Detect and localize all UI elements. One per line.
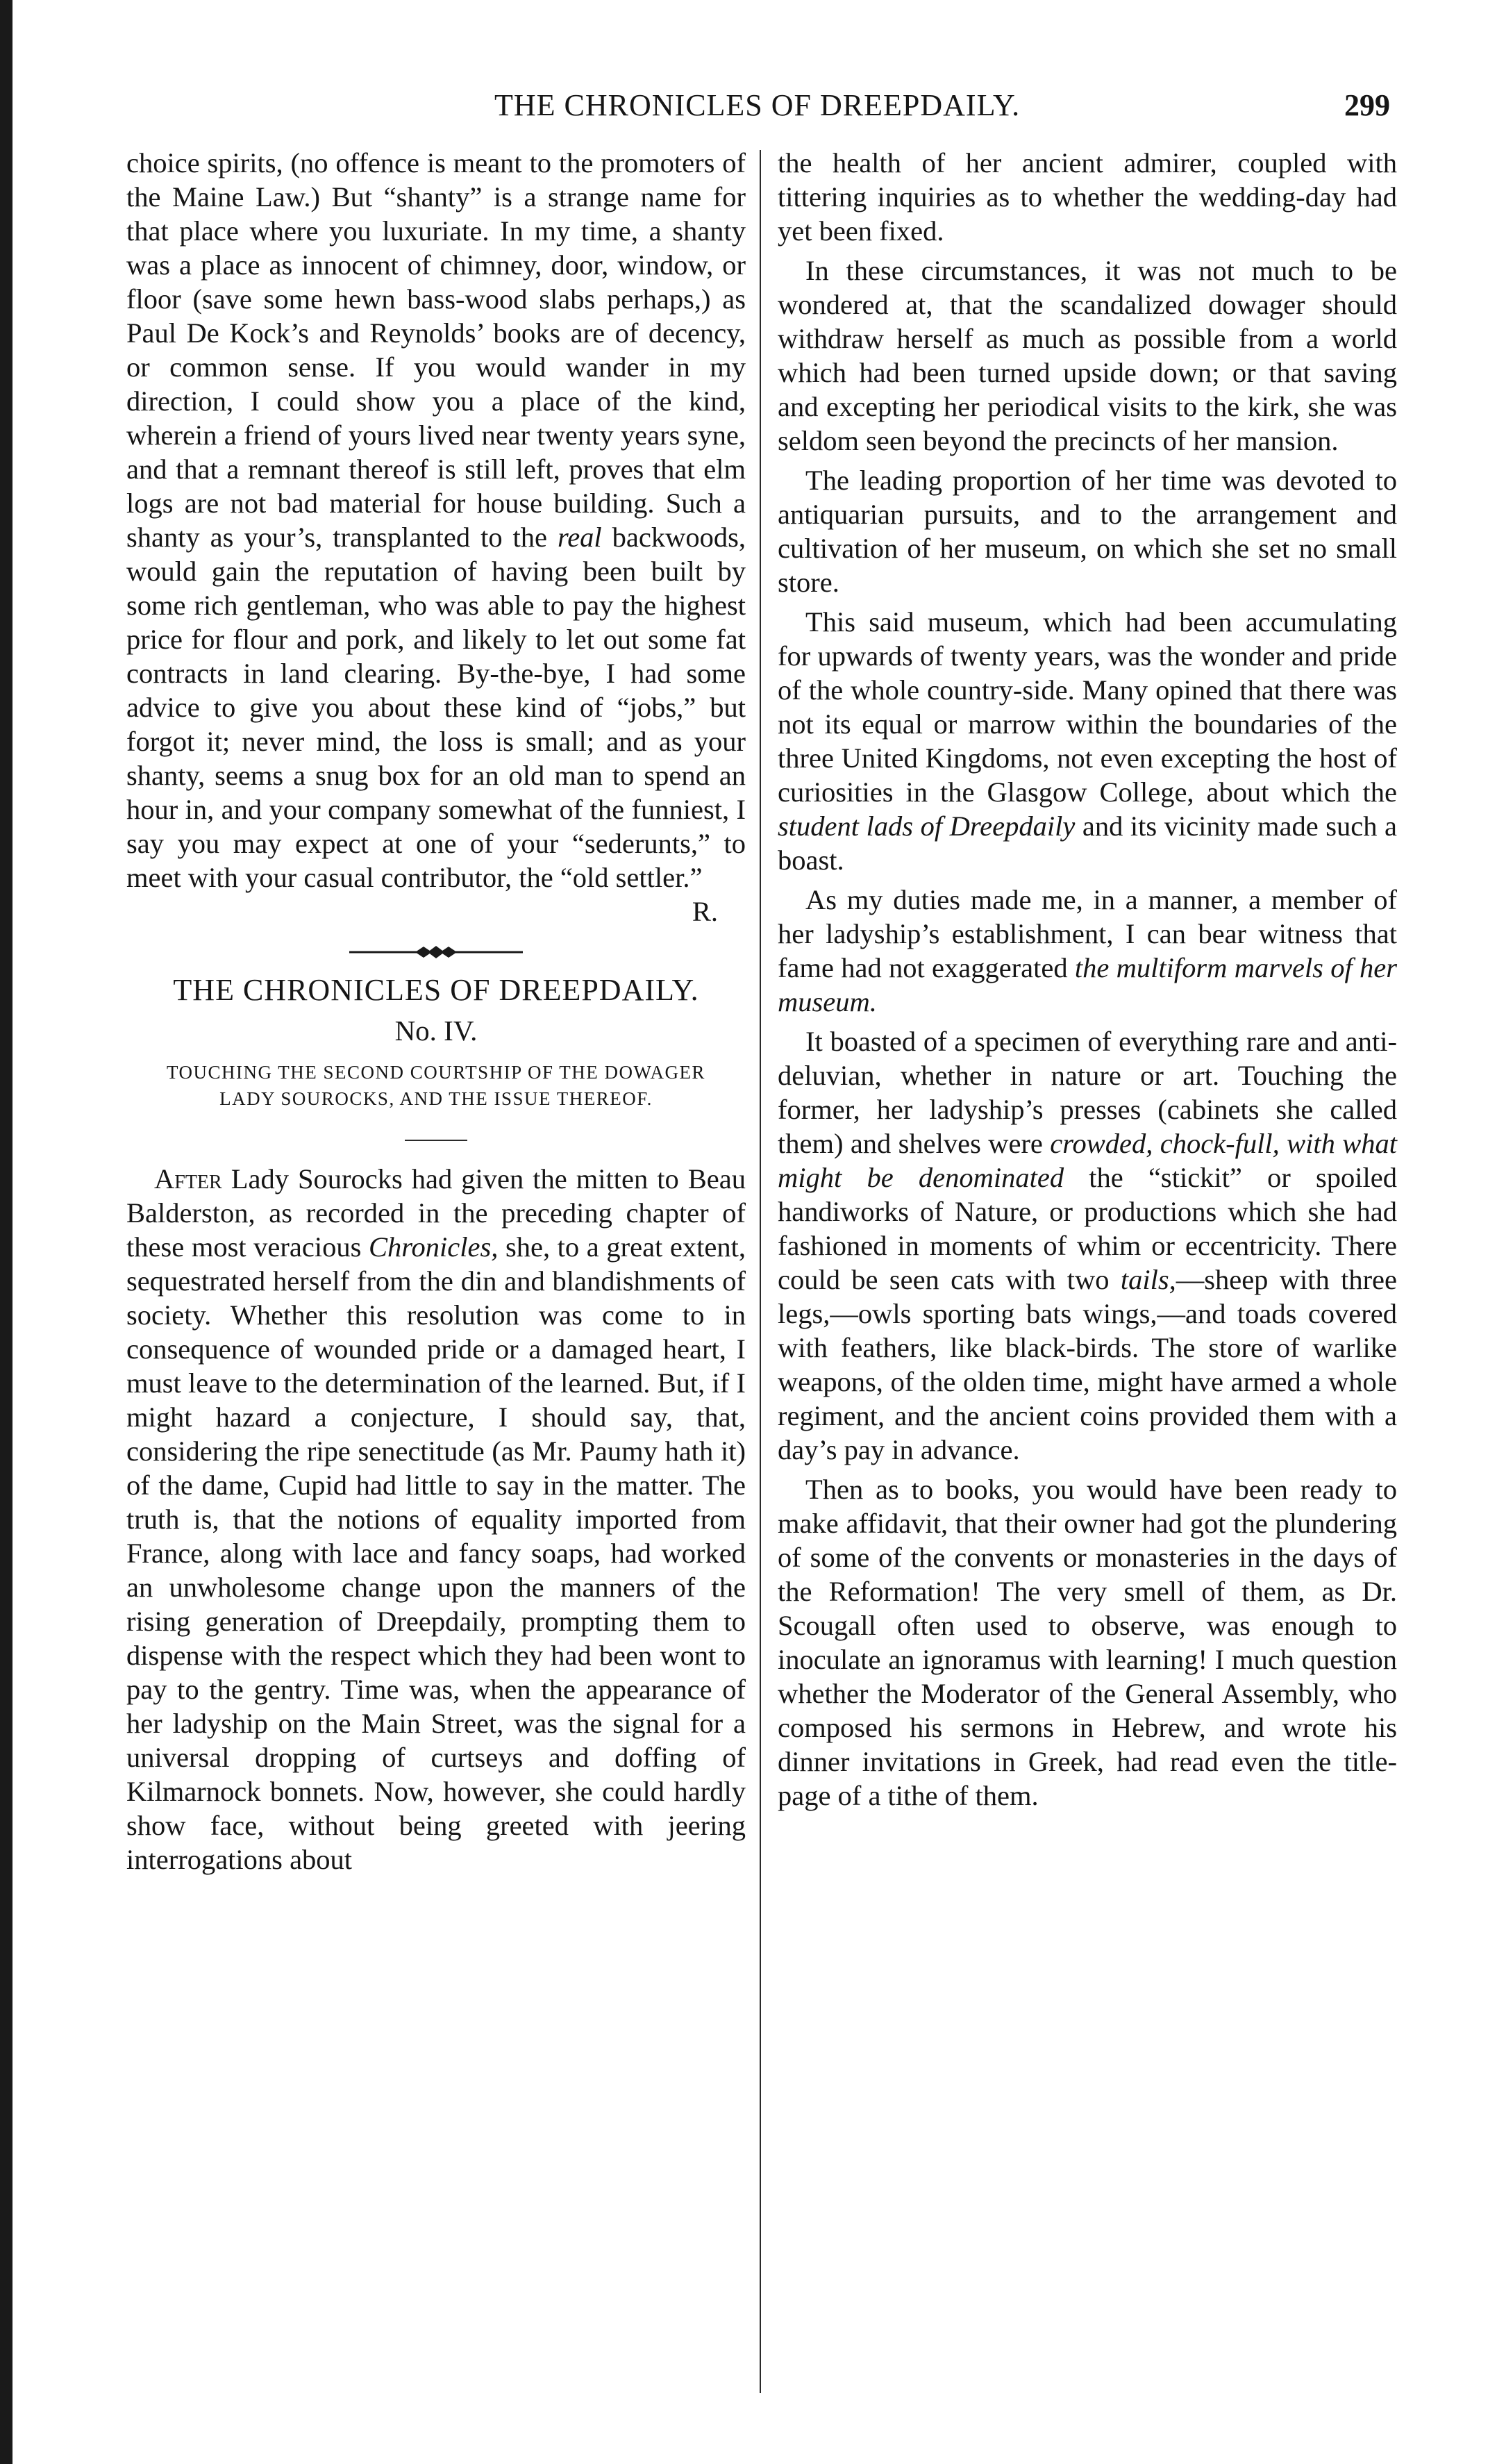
running-title: THE CHRONICLES OF DREEPDAILY. (494, 88, 1021, 122)
paragraph: Then as to books, you would have been ready to make affidavit, that their owner had got the plundering of some of the convents or monasteries in the days of the Reformation! The very smell of them, as Dr. Scougall often used to observe, was enough to inoculate an ignoramus with learning! I much question whether the Moderator of the General Assembly, who composed his sermons in Hebrew, and wrote his dinner invitations in Greek, had read even the title-page of a tithe of them. (778, 1474, 1397, 1811)
binding-edge (0, 0, 12, 2464)
paragraph: It boasted of a specimen of everything rare and anti-deluvian, whether in nature or art. Touching the former, her ladyship’s presses (cabinets she called them) and shelves were crowded, chock-full, with what might be denominated the “stickit” or spoiled handiworks of Nature, or productions which she had fashioned in moments of whim or eccentricity. There could be seen cats with two tails,—sheep with three legs,—owls sporting bats wings,—and toads covered with feathers, like black-birds. The store of warlike weapons, of the olden time, might have armed a whole regiment, and the ancient coins provided them with a day’s pay in advance. (778, 1026, 1398, 1465)
chapter-opening-paragraph: After Lady Sourocks had given the mitten to Beau Balderston, as recorded in the preceding chapter of these most veracious Chronicles, she, to a great extent, sequestrated herself from the din and blandishments of society. Whether this resolution was come to in consequence of wounded pride or a damaged heart, I must leave to the determination of the learned. But, if I might hazard a conjecture, I should say, that, considering the ripe senectitude (as Mr. Paumy hath it) of the dame, Cupid had little to say in the matter. The truth is, that the notions of equality imported from France, along with lace and fancy soaps, had worked an unwholesome change upon the manners of the rising generation of Dreepdaily, prompting them to dispense with the respect which they had been wont to pay to the gentry. Time was, when the appearance of her ladyship on the Main Street, was the signal for a universal dropping of curtseys and doffing of Kilmarnock bonnets. Now, however, she could hardly show face, without being greeted with jeering interrogations about (126, 1163, 746, 1875)
right-column (778, 146, 1397, 1813)
page-number: 299 (1344, 88, 1390, 122)
ornamental-rule (349, 945, 523, 959)
paragraph: As my duties made me, in a manner, a member of her ladyship’s establishment, I can bear witness that fame had not exaggerated the multiform marvels of her museum. (778, 884, 1397, 1017)
paragraph: The leading proportion of her time was devoted to antiquarian pursuits, and to the arrangement and cultivation of her museum, on which she set no small store. (778, 465, 1397, 598)
section-subtitle: TOUCHING THE SECOND COURTSHIP OF THE DOWAGER LADY SOUROCKS, AND THE ISSUE THEREOF. (167, 1062, 705, 1109)
letter-signature: R. (692, 896, 718, 927)
section-title: THE CHRONICLES OF DREEPDAILY. (173, 973, 699, 1007)
section-number: No. IV. (394, 1015, 478, 1047)
paragraph: In these circumstances, it was not much to be wondered at, that the scandalized dowager should withdraw herself as much as possible from a world which had been turned upside down; or that saving and excepting her periodical visits to the kirk, she was seldom seen beyond the precincts of her mansion. (778, 255, 1397, 456)
running-head (126, 83, 1390, 132)
column-divider (760, 150, 761, 2393)
left-column (126, 146, 746, 1876)
book-page (126, 83, 1398, 2396)
continuation-paragraph: choice spirits, (no offence is meant to the promoters of the Maine Law.) But “shanty” is a strange name for that place where you luxuriate. In my time, a shanty was a place as innocent of chimney, door, window, or floor (save some hewn bass-wood slabs perhaps,) as Paul De Kock’s and Reynolds’ books are of decency, or common sense. If you would wander in my direction, I could show you a place of the kind, wherein a friend of yours lived near twenty years syne, and that a remnant thereof is still left, proves that elm logs are not bad material for house building. Such a shanty as your’s, transplanted to the real backwoods, would gain the reputation of having been built by some rich gentleman, who was able to pay the highest price for flour and pork, and likely to let out some fat contracts in land clearing. By-the-bye, I had some advice to give you about these kind of “jobs,” but forgot it; never mind, the loss is small; and as your shanty, seems a snug box for an old man to spend an hour in, and your company somewhat of the funniest, I say you may expect at one of your “sederunts,” to meet with your casual contributor, the “old settler.” (126, 147, 746, 893)
paragraph: This said museum, which had been accumulating for upwards of twenty years, was the wonder and pride of the whole country-side. Many opined that there was not its equal or marrow within the boundaries of the three United Kingdoms, not even excepting the host of curiosities in the Glasgow College, about which the student lads of Dreepdaily and its vicinity made such a boast. (778, 606, 1397, 876)
paragraph: the health of her ancient admirer, coupled with tittering inquiries as to whether the wedding-day had yet been fixed. (778, 147, 1397, 247)
short-rule (405, 1140, 467, 1141)
